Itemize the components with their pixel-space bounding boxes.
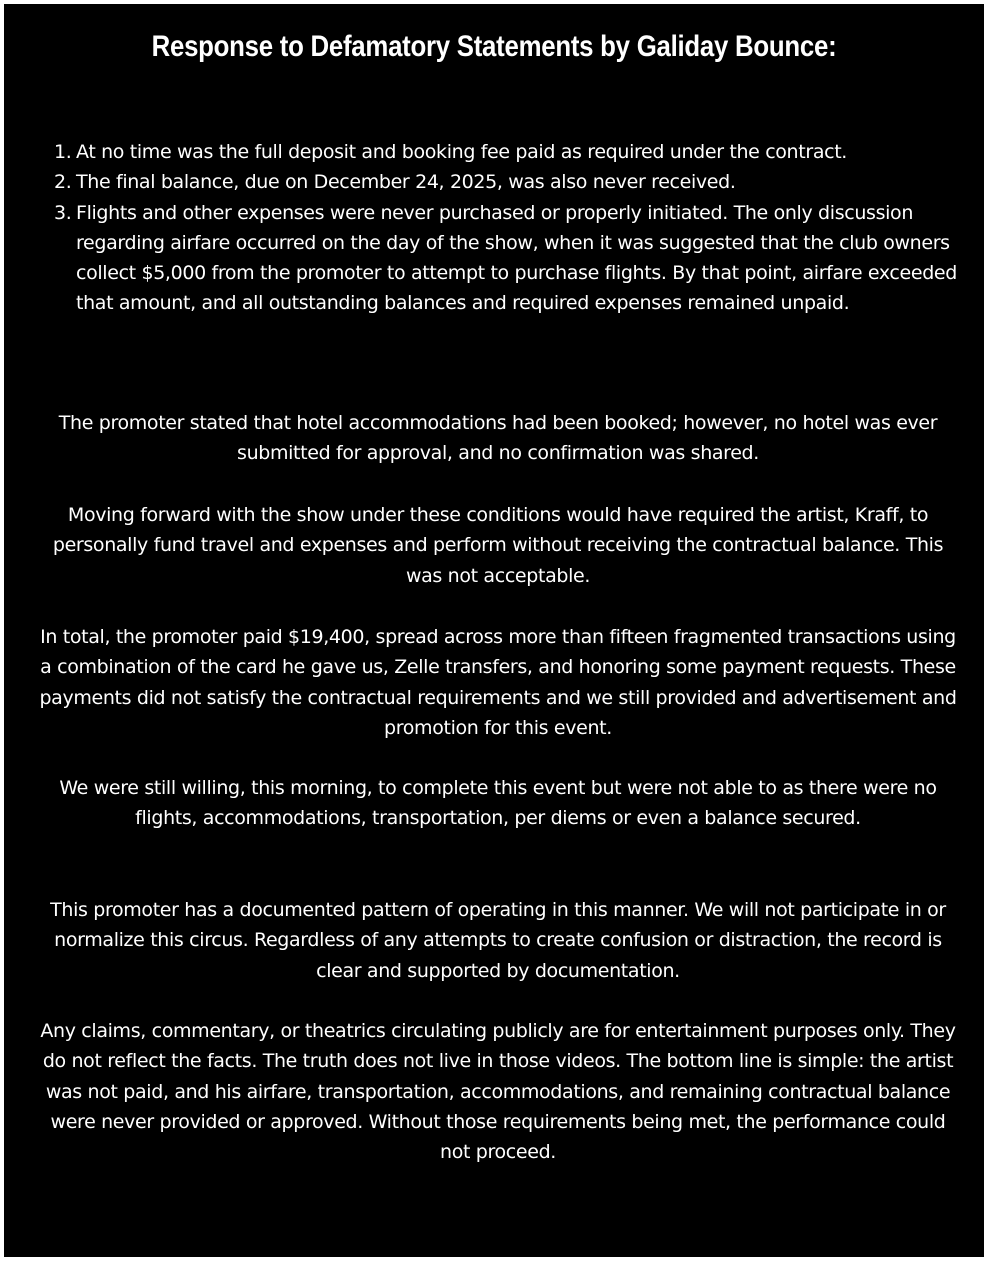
point-text-1: At no time was the full deposit and booking fee paid as required under the contract.	[76, 141, 847, 163]
point-number-2: 2.	[54, 171, 72, 194]
statement-panel	[4, 4, 984, 1257]
point-number-1: 1.	[54, 141, 72, 163]
paragraph-conditions: Moving forward with the show under these conditions would have required the artist, Kraff, to personally fund travel and expenses and perform without receiving the contractual balance. This was not acceptable.	[52, 504, 944, 587]
point-item-2	[54, 167, 964, 197]
paragraph-hotel: The promoter stated that hotel accommodations had been booked; however, no hotel was ever submitted for approval, and no confirmation was shared.	[58, 412, 938, 465]
paragraph-payments: In total, the promoter paid $19,400, spread across more than fifteen fragmented transactions using a combination of the card he gave us, Zelle transfers, and honoring some payment requests. These payments did not satisfy the contractual requirements and we still provided and advertisement and promotion for this event.	[39, 626, 957, 739]
point-text-2: The final balance, due on December 24, 2025, was also never received.	[76, 171, 736, 194]
point-text-3: Flights and other expenses were never purchased or properly initiated. The only discussion regarding airfare occurred on the day of the show, when it was suggested that the club owners collect $5,000 from the promoter to attempt to purchase flights. By that point, airfare exceeded that amount, and all outstanding balances and required expenses remained unpaid.	[76, 201, 957, 315]
paragraph-pattern: This promoter has a documented pattern of operating in this manner. We will not participate in or normalize this circus. Regardless of any attempts to create confusion or distraction, the record is clear and supported by documentation.	[50, 899, 946, 982]
statement-title: Response to Defamatory Statements by Galiday Bounce:	[151, 30, 837, 63]
paragraph-claims: Any claims, commentary, or theatrics circulating publicly are for entertainment purposes only. They do not reflect the facts. The truth does not live in those videos. The bottom line is simple: the artist was not paid, and his airfare, transportation, accommodations, and remaining contractual balance were never provided or approved. Without those requirements being met, the performance could not proceed.	[40, 1020, 956, 1164]
point-number-3: 3.	[54, 201, 72, 224]
point-item-3	[54, 198, 964, 319]
paragraph-willingness: We were still willing, this morning, to complete this event but were not able to as there were no flights, accommodations, transportation, per diems or even a balance secured.	[59, 777, 937, 830]
numbered-points-list	[54, 137, 964, 319]
point-item-1	[54, 137, 964, 167]
